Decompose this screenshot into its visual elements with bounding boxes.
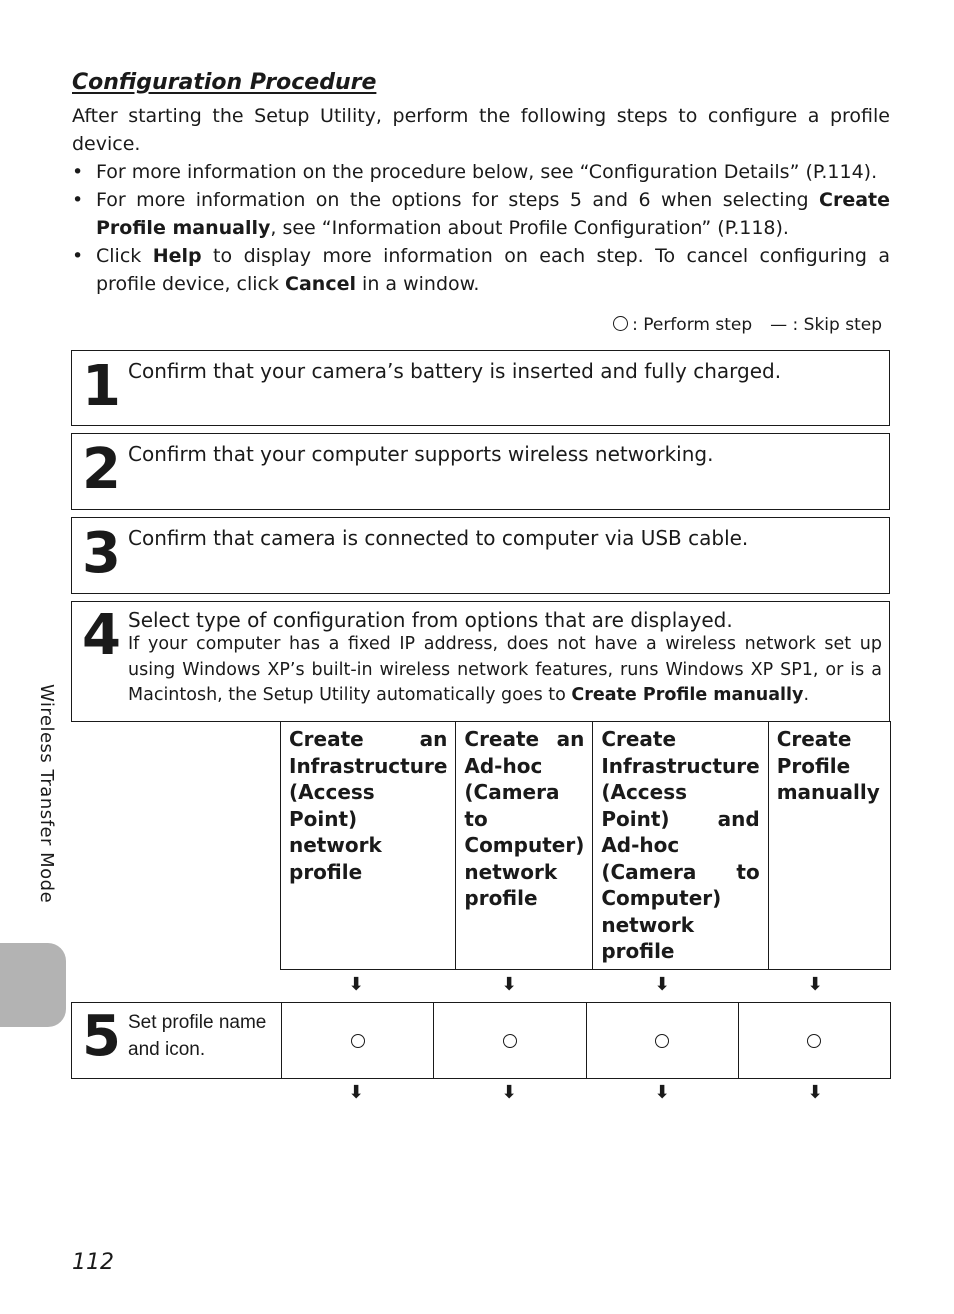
section-heading: Configuration Procedure — [72, 70, 377, 95]
bullet-text: For more information on the procedure below, see “Configuration Details” (P.114). — [96, 161, 878, 183]
down-arrow-icon: ⬇ — [654, 1082, 670, 1103]
perform-circle-icon — [503, 1034, 517, 1048]
step-number: 2 — [82, 437, 121, 502]
down-arrow-icon: ⬇ — [807, 1082, 823, 1103]
bullet-item — [72, 186, 890, 242]
down-arrow-icon: ⬇ — [501, 974, 517, 995]
step-text-block — [128, 608, 882, 709]
cancel-label: Cancel — [285, 273, 356, 295]
step-text: Set profile name and icon. — [128, 1012, 267, 1060]
down-arrow-icon: ⬇ — [348, 1082, 364, 1103]
step-5-value — [433, 1003, 585, 1078]
step-number: 5 — [82, 1004, 121, 1069]
step-5-value — [282, 1003, 433, 1078]
step-text: Confirm that your camera’s battery is inserted and fully charged. — [128, 359, 782, 383]
step-text: Select type of configuration from options that are displayed. — [128, 608, 733, 632]
down-arrow-icon: ⬇ — [654, 974, 670, 995]
down-arrow-icon: ⬇ — [348, 974, 364, 995]
legend-perform-text: : Perform step — [632, 315, 753, 335]
side-section-label: Wireless Transfer Mode — [36, 684, 57, 904]
bullet-item — [72, 242, 890, 298]
bullet-text: For more information on the options for steps 5 and 6 when selecting — [96, 189, 819, 211]
page-number: 112 — [72, 1250, 114, 1275]
intro-paragraph: After starting the Setup Utility, perform the following steps to configure a profile device. — [72, 105, 890, 155]
step-2-box — [71, 433, 890, 510]
perform-circle-icon — [351, 1034, 365, 1048]
bullet-bold: Create Profile manually — [96, 189, 890, 239]
legend-skip — [770, 315, 882, 335]
step-5-value — [586, 1003, 738, 1078]
step-subtext-bold: Create Profile manually — [571, 685, 804, 705]
help-label: Help — [152, 245, 202, 267]
perform-circle-icon — [807, 1034, 821, 1048]
down-arrow-icon: ⬇ — [501, 1082, 517, 1103]
step-number: 4 — [82, 603, 121, 668]
step-5-value — [738, 1003, 890, 1078]
legend-perform — [613, 315, 752, 335]
step-4-box — [71, 601, 890, 722]
step-5-row — [71, 1002, 891, 1079]
option-infrastructure-and-adhoc: Create Infrastructure (Access Point) and Ad-hoc (Camera to Computer) network profile — [592, 722, 767, 969]
option-manual: Create Profile manually — [768, 722, 890, 969]
bullet-text: in a window. — [356, 273, 480, 295]
option-adhoc: Create an Ad-hoc (Camera to Computer) network profile — [455, 722, 592, 969]
options-grid — [280, 721, 891, 970]
bullet-text: to display more information on each step. To cancel configuring a profile device, click — [96, 245, 890, 295]
step-1-box — [71, 350, 890, 426]
bullet-text: , see “Information about Profile Configuration” (P.118). — [270, 217, 789, 239]
step-number: 3 — [82, 521, 121, 586]
bullet-item — [72, 158, 890, 186]
dash-icon: — — [770, 315, 788, 335]
step-number: 1 — [82, 354, 121, 419]
step-subtext — [128, 632, 882, 709]
side-section-tab — [0, 943, 66, 1027]
step-subtext-part: . — [803, 685, 810, 705]
step-text: Confirm that camera is connected to computer via USB cable. — [128, 526, 749, 550]
option-infrastructure: Create an Infrastructure (Access Point) network profile — [289, 727, 448, 884]
legend-skip-text: : Skip step — [792, 315, 882, 335]
legend — [613, 315, 882, 335]
perform-circle-icon — [655, 1034, 669, 1048]
info-bullets — [72, 158, 890, 298]
bullet-text: Click — [96, 245, 153, 267]
step-3-box — [71, 517, 890, 594]
circle-icon — [613, 316, 628, 331]
step-5-label-cell — [72, 1003, 282, 1078]
step-subtext-part: If your computer has a fixed IP address, does not have a wireless network set up using Windows XP’s built-in wireless network features, runs Windows XP SP1, or is a Macintosh, the Setup Utility automatically goes to — [128, 634, 882, 705]
down-arrow-icon: ⬇ — [807, 974, 823, 995]
step-text: Confirm that your computer supports wireless networking. — [128, 442, 714, 466]
